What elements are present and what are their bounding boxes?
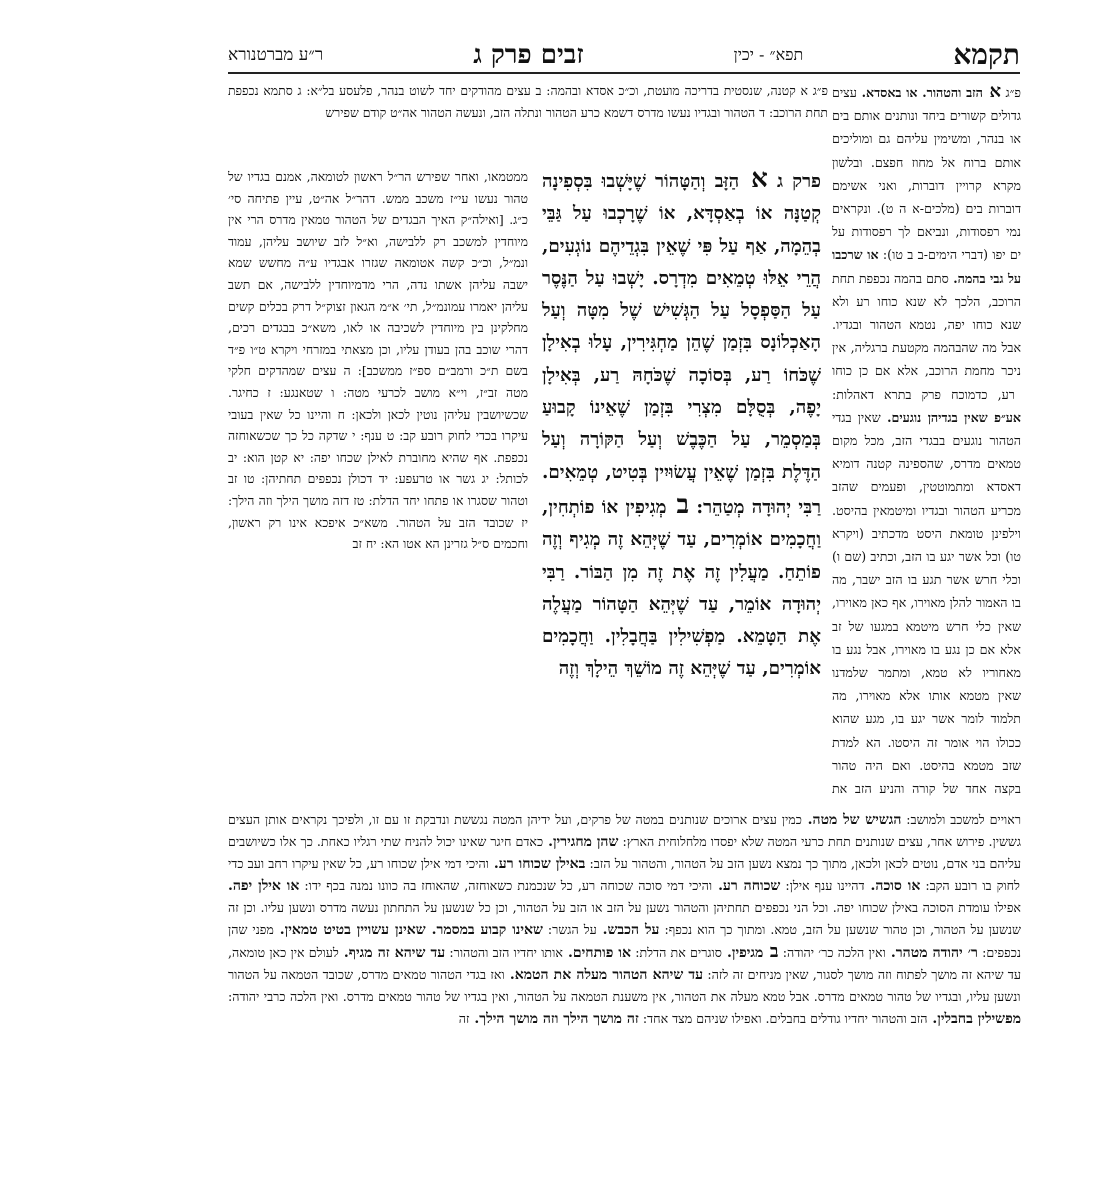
- lemma: או אילן יפה.: [228, 878, 300, 894]
- chapter-label: פ״ג: [1001, 85, 1021, 100]
- lemma: אע״פ שאין בגדיהן נוגעים.: [880, 409, 1021, 425]
- commentary-text: סתם בהמה נכפפת תחת הרוכב, הלכך לא שנא כוחו רע ולא שנא כוחו יפה, נטמא הטהור ובגדיו. אבל מה שהבהמה מקטעת ברגליה, אין ניכר מחמת הרוכב, אלא אם כן כוחו רע, כדמוכח פרק בתרא דאהלות:: [832, 270, 1021, 402]
- tiferet-intro: [228, 80, 828, 166]
- mishnah-letter: א: [982, 81, 1002, 102]
- commentary-text: והיכי דמי אילן שכוחו רע, כל שאין עיקרו רחב ועב כדי לחוק בו רובע הקב:: [228, 856, 1020, 893]
- lemma: זה מושך הילך וזה מושך הילך.: [469, 1011, 639, 1027]
- commentary-text: ואז בגדי הטהור טמאים מדרס, שכובד הטמאה על הטהור ונשען עליו, ובגדיו של טהור טמאים מדרס. אבל טמא מעלה את הטהור, אין משענת הטמאה על הטהור, ואין בגדיו של טהור טמאים מדרס. ואין הלכה כרבי יהודה:: [228, 967, 1021, 1004]
- commentary-text: ראויים למשכב ולמושב:: [901, 812, 1021, 827]
- lemma: הגשיש של מטה.: [801, 812, 902, 828]
- mishnah-column: [542, 163, 821, 809]
- commentary-text: לעולם אין כאן טומאה, עד שיהא זה מושך לפתוח וזה מושך לסגור, שאין מניחים זה לזה:: [228, 945, 1021, 982]
- running-header: [228, 38, 1020, 74]
- lemma: מגיפין.: [721, 945, 764, 961]
- commentary-text: ממטמאו, ואחר שפירש הר״ל ראשון לטומאה, אמנם בגדיו של טהור נעשו עי״ז משכב ממש. דהר״ל אה״ט, עיין פתיחה סי׳ כ״ג. [ואילה״ק האיך הבגדים של הטהור טמאין מדרס הרי אין מיוחדין למשכב רק ללבישה, וא״ל לזב שיושב עליהן, עמוד ונמ״ל, וכ״כ קשה אטומאה שגזרו אבגדיו ע״ה מחשש שמא ישבה עליהן אשתו נדה, הרי מדמיוחדין ללבישה, אם תשב עליהן יאמרו עמונמ״ל, תי׳ א״מ הגאון זצוק״ל דרק בכלים קשים מחלקינן בין מיוחדין לשכיבה או לאו, משא״כ בבגדים רכים, דהרי שוכב בהן בעודן עליו, וכן מצאתי במזרחי ויקרא ט״ו פ״ד בשם ת״כ ורמב״ם ספ״ז ממשכב]: ה עצים שמהדקים חלקי מטה זב״ז, וי״א מושב לכרעי מטה: ו שטאנגע: ז כחיגר. שכשיושבין עליהן נוטין לכאן ולכאן: ח והיינו כל שאין בעובי עיקרו בכדי לחוק רובע קב: ט ענף: י שדקה כל כך שכשאוחזה נכפפת. אף שהיא מחוברת לאילן שכחו יפה: יא קטן הוא: יב לכותל: יג גשר או טרעפע: יד דכולן נכפפים תחתיהן: טו זב וטהור שסגרו או פתחו יחד הדלת: טז דזה מושך הילך וזה הילך: יז שכובד הזב על הטהור. משא״כ איפכא אינו רק ראשון, וחכמים ס״ל גזרינן הא אטו הא: יח זב: [228, 169, 528, 552]
- mishnah-text: הַזָּב וְהַטָּהוֹר שֶׁיָּשְׁבוּ בִּסְפִינָה קְטַנָּה אוֹ בְאַסְדָּא, אוֹ שֶׁרָכְבוּ עַל גַּבֵּי בְהֵמָה, אַף עַל פִּי שֶׁאֵין בִּגְדֵיהֶם נוֹגְעִים, הֲרֵי אֵלּוּ טְמֵאִים מִדְרָס. יָשְׁבוּ עַל הַנֶּסֶר עַל הַסַּפְסָל עַל הַגְּשִׁישׁ שֶׁל מִטָּה וְעַל הָאַכְלוֹנָס בִּזְמַן שֶׁהֵן מַחְגִּירִין, עָלוּ בְאִילָן שֶׁכֹּחוֹ רַע, בְּסוֹכָה שֶׁכֹּחָהּ רַע, בְּאִילָן יָפֶה, בְּסֻלָּם מִצְרִי בִּזְמַן שֶׁאֵינוֹ קָבוּעַ בְּמַסְמֵר, עַל הַכֶּבֶשׁ וְעַל הַקּוֹרָה וְעַל הַדֶּלֶת בִּזְמַן שֶׁאֵין עֲשׂוּיִין בְּטִיט, טְמֵאִים. רַבִּי יְהוּדָה מְטַהֵר:: [542, 171, 821, 518]
- lemma: או שרכבו על גבי בהמה.: [832, 247, 1021, 286]
- commentary-text: דהיינו ענף אילן:: [780, 878, 865, 893]
- commentary-text: אותו יחדיו הזב והטהור:: [445, 945, 563, 960]
- lemma: על הכבש.: [596, 922, 660, 938]
- mishnah-letter: ב: [666, 489, 690, 520]
- commentary-text: והיכי דמי סוכה שכוחה רע, כל שנכמנת כשאוחזה, שהאוחז בה כוונו נמנה בכף ידו:: [299, 878, 713, 893]
- commentary-text: זה: [458, 1011, 470, 1026]
- commentary-text: כמין עצים ארוכים שנותנים במטה של פרקים, ועל ידיהן המטה נגששת ונדבקת זו עם זו, ולפיכך נקראים אותן העצים גששין. פירוש אחר, עצים שנותנים תחת כרעי המטה שלא יפסדו מלחלוחית הארץ:: [228, 812, 1021, 849]
- lemma: שכוחה רע.: [712, 878, 781, 894]
- commentary-text: סוגרים את הדלת:: [630, 945, 722, 960]
- commentary-text: שאין בגדי הטהור נוגעים בבגדי הזב, מכל מקום טמאים מדרס, שהספינה קטנה דומיא דאסדא ומתמוטטין, ופעמים שהזב מכריע הטהור ובגדיו ומיטמאין בהיסט. וילפינן טומאת היסט מדכתיב (ויקרא טו) וכל אשר יגע בו הזב, וכתיב (שם ו) וכלי חרש אשר תגע בו הזב ישבר, מה בו האמור להלן מאוירו, אף כאן מאוירו, שאין כלי חרש מיטמא במגעו של זב אלא אם כן נגע בו מאוירו, אבל נגע בו מאחוריו לא טמא, ומתמר שלמדנו שאין מטמא אותו אלא מאוירו, מה תלמוד לומר אשר יגע בו, מגע שהוא ככולו הוי אומר זה היסטו. הא למדת שזב מטמא בהיסט. ואם היה טהור בקצה אחד של קורה והניע הזב את: [832, 409, 1021, 797]
- commentary-text: הזב והטהור יחדיו גודלים בחבלים. ואפילו שניהם מצד אחד:: [638, 1011, 928, 1026]
- commentary-text: על הגשר:: [542, 922, 597, 937]
- lemma: עד שיהא זה מגיף.: [338, 945, 446, 961]
- lemma: עד שיהא הטהור מעלה את הטמא.: [504, 967, 704, 983]
- mishnah-letter: א: [739, 164, 768, 194]
- lemma: באילן שכוחו רע.: [488, 856, 586, 872]
- commentary-text: כאדם חיגר שאינו יכול להניח שתי רגליו כאחת. כך אלו כשיושבים עליהם בני אדם, נוטים לכאן ולכאן, מתוך כך נמצא נשען הזב על הטהור, והטהור על הזב:: [228, 834, 1021, 871]
- chapter-title: זבים פרק ג: [473, 40, 584, 70]
- commentary-text: עצים גדולים קשורים ביחד ונותנים אותם בים או בנהר, ומשימין עליהם גם ומוליכים אותם ברוח אל מחוז חפצם. ובלשון מקרא קרויין דוברות, ואני אשימם דוברות בים (מלכים-א ה ט). ונקראים נמי רפסודות, ונביאם לך רפסודות על ים יפו (דברי הימים-ב ב טו):: [832, 85, 1021, 263]
- lemma: שהן מחגירין.: [543, 834, 619, 850]
- commentary-text: פ״ג א קטנה, שנסטית בדריכה מועטת, וכ״כ אסדא ובהמה: ב עצים מהודקים יחד לשוט בנהר, פלעסע בל״א: ג סתמא נכפפת תחת הרוכב: ד הטהור ובגדיו נעשו מדרס דשמא כרע הטהור ונתלה הזב, ונעשה הטהור אה״ט קודם שפירש: [228, 83, 828, 120]
- lemma: או פותחים.: [562, 945, 631, 961]
- lemma: שאינו קבוע במסמר.: [425, 922, 543, 938]
- commentary-text: מפני שהן נכפפים:: [228, 922, 1021, 960]
- mishnah-text: מְגִיפִין אוֹ פוֹתְחִין, וַחֲכָמִים אוֹמְרִים, עַד שֶׁיְּהֵא זֶה מְגִיף וְזֶה פוֹתֵחַ. מַעֲלִין זֶה אֶת זֶה מִן הַבּוֹר. רַבִּי יְהוּדָה אוֹמֵר, עַד שֶׁיְּהֵא הַטָּהוֹר מַעֲלֶה אֶת הַטָּמֵא. מַפְשִׁילִין בַּחֲבָלִין. וַחֲכָמִים אוֹמְרִים, עַד שֶׁיְּהֵא זֶה מוֹשֵׁךְ הֵילָךְ וְזֶה: [542, 496, 821, 680]
- chapter-label: פרק ג: [767, 171, 821, 192]
- lemma: שאינן עשויין בטיט טמאין.: [273, 922, 426, 938]
- lemma: או סוכה.: [864, 878, 921, 894]
- lemma: ר׳ יהודה מטהר.: [885, 945, 978, 961]
- page-number: תקמא: [953, 38, 1020, 71]
- lemma: מפשילין בחבלין.: [927, 1011, 1021, 1027]
- mishnah-letter: ב: [763, 941, 779, 962]
- commentary-text: אפילו עומדת הסוכה באילן שכוחו יפה. וכל הני נכפפים תחתיהן והטהור נשען על הזב או הזב על הטהור, וכן כל שנשען על התחתון נעשה מדרס ונשען עליו. וכן זה שנשען על הטהור, וכן טהור שנשען על הזב, טמא. ומתוך כך הוא נכפף:: [228, 900, 1021, 937]
- lemma: הזב והטהור. או באסדא.: [856, 85, 983, 100]
- mishnah-range: תפא״ - יכין: [733, 45, 804, 64]
- tiferet-column: [228, 166, 528, 809]
- bartenura-column: [832, 80, 1021, 805]
- commentary-text: ואין הלכה כר׳ יהודה:: [778, 945, 886, 960]
- commentary-name: ר״ע מברטנורא: [228, 45, 324, 65]
- bartenura-bottom: [228, 809, 1021, 1161]
